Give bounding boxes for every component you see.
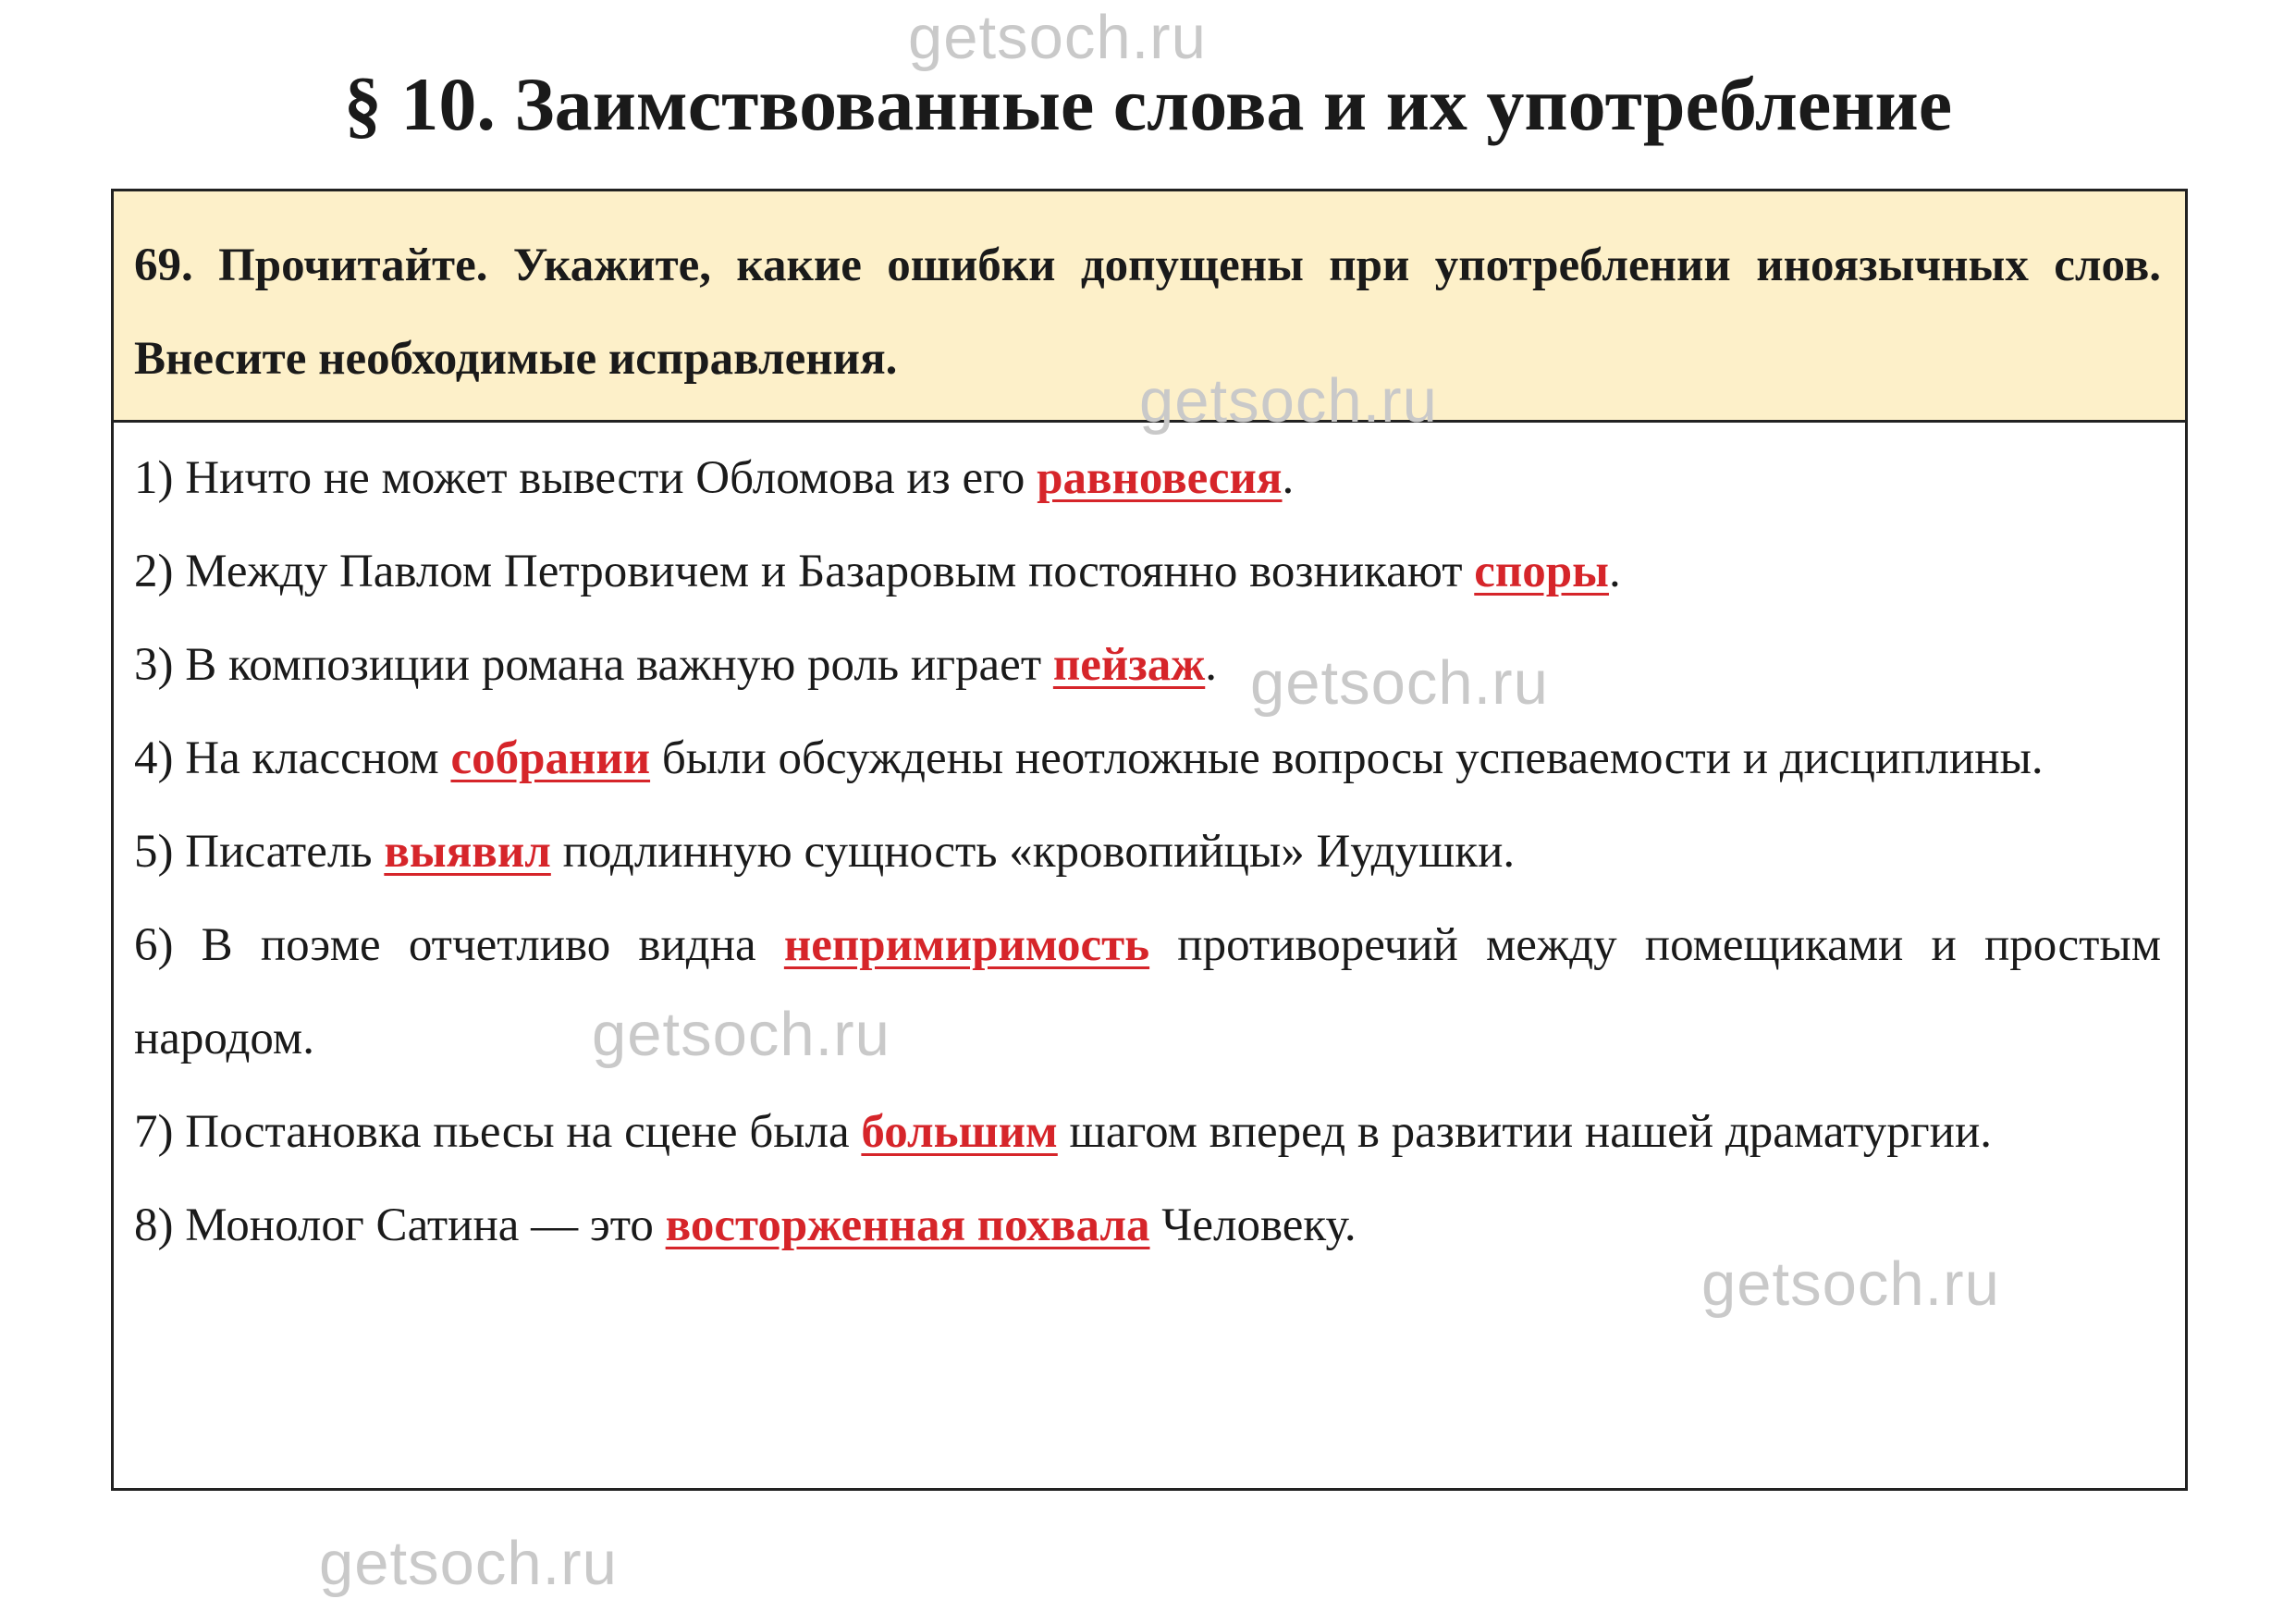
corrected-word: непримиримость	[783, 919, 1150, 971]
corrected-word: равновесия	[1037, 452, 1283, 504]
item-text: 8) Монолог Сатина — это	[134, 1199, 666, 1251]
item-text: 6) В поэме отчетливо видна	[134, 919, 784, 971]
list-item	[134, 1086, 2161, 1179]
list-item	[134, 712, 2161, 806]
item-text: были обсуждены неотложные вопросы успеваемости и дисциплины.	[650, 732, 2044, 784]
page-title: § 10. Заимствованные слова и их употребление	[343, 62, 1953, 146]
item-text: .	[1205, 639, 1217, 691]
corrected-word: восторженная похвала	[665, 1199, 1150, 1251]
corrected-word: споры	[1474, 546, 1609, 597]
watermark: getsoch.ru	[1701, 1249, 2000, 1319]
corrected-word: большим	[861, 1106, 1058, 1158]
item-text: шагом вперед в развитии нашей драматургии.	[1057, 1106, 1993, 1158]
task-text: 69. Прочитайте. Укажите, какие ошибки допущены при употреблении иноязычных слов. Внесите необходимые исправления.	[134, 240, 2161, 385]
list-item	[134, 619, 2161, 712]
corrected-word: собрании	[450, 732, 651, 784]
item-text: подлинную сущность «кровопийцы» Иудушки.	[550, 826, 1516, 878]
watermark: getsoch.ru	[1139, 366, 1438, 436]
item-text: 5) Писатель	[134, 826, 385, 878]
item-text: .	[1608, 546, 1621, 597]
item-text: Человеку.	[1149, 1199, 1357, 1251]
item-text: 7) Постановка пьесы на сцене была	[134, 1106, 862, 1158]
corrected-word: пейзаж	[1052, 639, 1206, 691]
sentence-list	[114, 423, 2185, 1273]
corrected-word: выявил	[384, 826, 551, 878]
watermark: getsoch.ru	[1250, 648, 1549, 718]
list-item	[134, 432, 2161, 525]
list-item	[134, 806, 2161, 899]
watermark: getsoch.ru	[592, 1000, 890, 1069]
item-text: 4) На классном	[134, 732, 451, 784]
watermark: getsoch.ru	[908, 3, 1207, 72]
item-text: противоречий между помещиками и простым народом.	[134, 919, 2161, 1064]
list-item	[134, 525, 2161, 619]
watermark: getsoch.ru	[319, 1529, 618, 1598]
item-text: 3) В композиции романа важную роль играет	[134, 639, 1053, 691]
list-item	[134, 899, 2161, 1086]
item-text: 2) Между Павлом Петровичем и Базаровым постоянно возникают	[134, 546, 1475, 597]
item-text: 1) Ничто не может вывести Обломова из его	[134, 452, 1037, 504]
item-text: .	[1282, 452, 1295, 504]
